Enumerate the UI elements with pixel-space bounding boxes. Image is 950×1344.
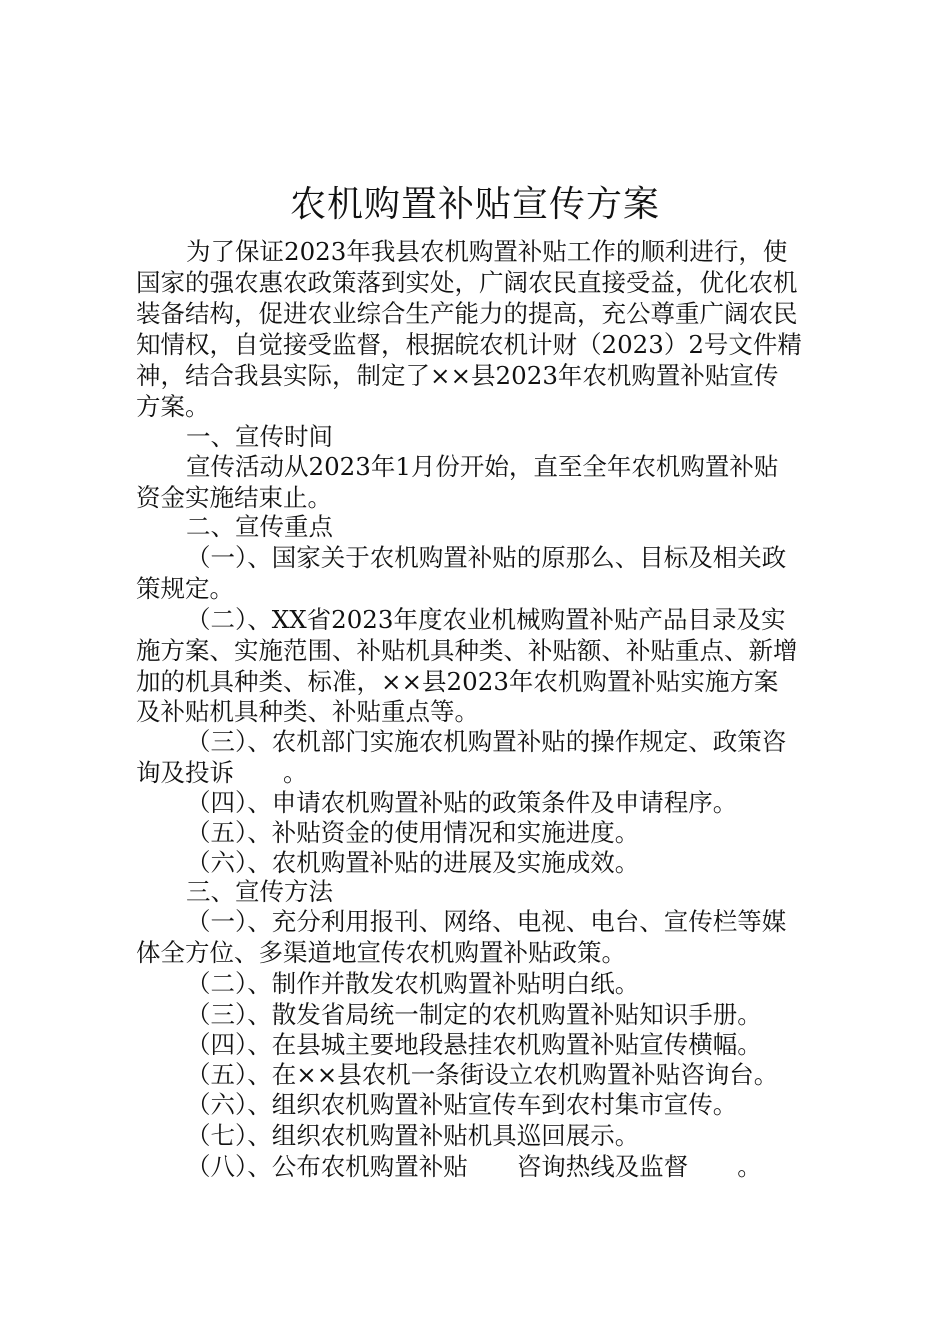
list-item: （五）、补贴资金的使用情况和实施进度。: [186, 818, 640, 847]
section-heading: 一、宣传时间: [186, 422, 333, 451]
list-item-continuation: 询及投诉 。: [136, 758, 308, 787]
list-item: （三）、散发省局统一制定的农机购置补贴知识手册。: [186, 1000, 762, 1029]
list-item: （四）、在县城主要地段悬挂农机购置补贴宣传横幅。: [186, 1030, 762, 1059]
list-item-continuation: 施方案、实施范围、补贴机具种类、补贴额、补贴重点、新增: [136, 636, 798, 665]
section-heading: 二、宣传重点: [186, 512, 333, 541]
document-title: 农机购置补贴宣传方案: [289, 184, 660, 225]
list-item-continuation: 策规定。: [136, 574, 234, 603]
list-item: （三）、农机部门实施农机购置补贴的操作规定、政策咨: [186, 727, 787, 756]
paragraph-line: 方案。: [136, 392, 210, 421]
list-item: （二）、XX省2023年度农业机械购置补贴产品目录及实: [186, 605, 786, 634]
paragraph-line: 资金实施结束止。: [136, 483, 332, 512]
list-item: （一）、国家关于农机购置补贴的原那么、目标及相关政: [186, 543, 787, 572]
list-item: （六）、农机购置补贴的进展及实施成效。: [186, 848, 640, 877]
paragraph-line: 宣传活动从2023年1月份开始，直至全年农机购置补贴: [186, 452, 779, 481]
list-item-continuation: 加的机具种类、标准，××县2023年农机购置补贴实施方案: [136, 667, 779, 696]
list-item-continuation: 及补贴机具种类、补贴重点等。: [136, 697, 479, 726]
section-heading: 三、宣传方法: [186, 877, 333, 906]
list-item-continuation: 体全方位、多渠道地宣传农机购置补贴政策。: [136, 938, 626, 967]
paragraph-line: 国家的强农惠农政策落到实处，广阔农民直接受益，优化农机: [136, 268, 798, 297]
paragraph-line: 神，结合我县实际，制定了××县2023年农机购置补贴宣传: [136, 361, 779, 390]
list-item: （七）、组织农机购置补贴机具巡回展示。: [186, 1121, 640, 1150]
list-item: （二）、制作并散发农机购置补贴明白纸。: [186, 969, 640, 998]
paragraph-line: 知情权，自觉接受监督，根据皖农机计财（2023）2号文件精: [136, 330, 802, 359]
list-item: （五）、在××县农机一条街设立农机购置补贴咨询台。: [186, 1060, 779, 1089]
list-item: （四）、申请农机购置补贴的政策条件及申请程序。: [186, 788, 738, 817]
paragraph-line: 为了保证2023年我县农机购置补贴工作的顺利进行，使: [186, 237, 788, 266]
paragraph-line: 装备结构，促进农业综合生产能力的提高，充公尊重广阔农民: [136, 299, 798, 328]
list-item: （一）、充分利用报刊、网络、电视、电台、宣传栏等媒: [186, 907, 787, 936]
list-item: （八）、公布农机购置补贴 咨询热线及监督 。: [186, 1152, 762, 1181]
list-item: （六）、组织农机购置补贴宣传车到农村集市宣传。: [186, 1090, 738, 1119]
